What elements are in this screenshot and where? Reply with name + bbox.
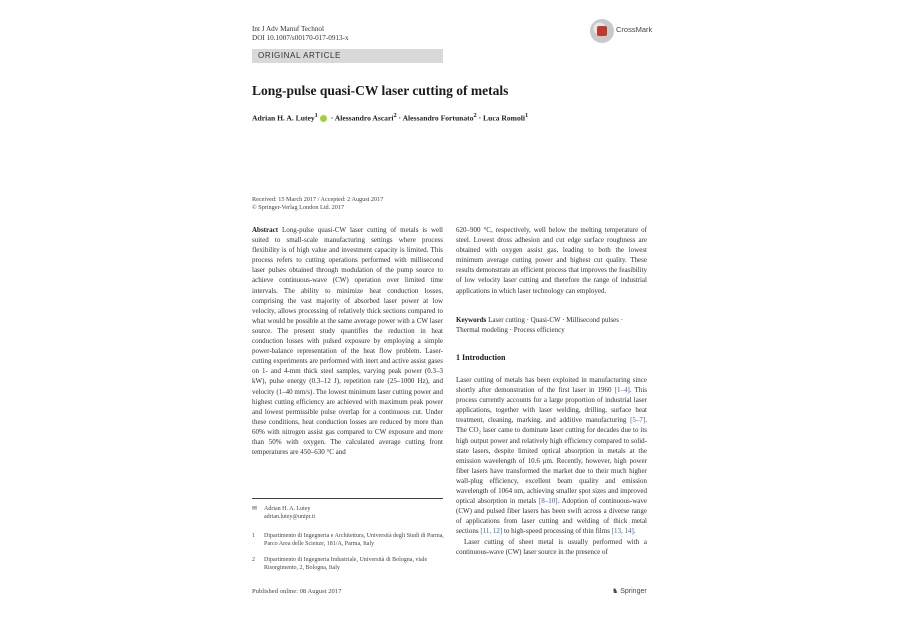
- author-separator: ·: [476, 113, 484, 123]
- intro-text: to high-speed processing of thin films: [502, 527, 612, 536]
- keywords: [456, 315, 647, 335]
- author-list: [252, 112, 528, 123]
- intro-paragraph-2: Laser cutting of sheet metal is usually performed with a continuous-wave (CW) laser source in the presence of: [456, 537, 647, 556]
- author-name[interactable]: Alessandro Ascari: [334, 113, 394, 123]
- contact-name: Adrian H. A. Lutey: [264, 506, 311, 512]
- citation-link[interactable]: [8–10]: [538, 497, 558, 506]
- abstract: [252, 225, 443, 457]
- intro-text: .: [633, 527, 636, 536]
- paper-title: Long-pulse quasi-CW laser cutting of metals: [252, 83, 509, 98]
- author-separator: ·: [396, 113, 403, 123]
- article-type-band: [252, 49, 443, 63]
- keywords-label: Keywords: [456, 316, 487, 324]
- intro-text: . The CO₂ laser came to dominate laser cutting for decades due to its high output power and relatively high efficiency compared to solid-state lasers, despite limited optical absorption in metals at the emission wavelength of 10.6 μm. Recently, however, high power fiber lasers have transformed the market due to their much higher wall-plug efficiency, excellent beam quality and emission wavelength of 1064 nm, achieving smaller spot sizes and improved optical absorption in metals: [456, 416, 647, 506]
- footnote-number: 2: [252, 557, 255, 563]
- contact-email[interactable]: adrian.lutey@unipr.it: [264, 513, 316, 520]
- doi[interactable]: DOI 10.1007/s00170-017-0913-x: [252, 34, 349, 42]
- section-heading-introduction: 1 Introduction: [456, 353, 506, 362]
- affiliation-2: Dipartimento di Ingegneria Industriale, Università di Bologna, viale Risorgimento, 2, Bologna, Italy: [264, 557, 428, 571]
- abstract-label: Abstract: [252, 226, 279, 234]
- corresponding-author: [264, 506, 444, 521]
- publisher-name: Springer: [620, 588, 647, 595]
- journal-header: [252, 25, 349, 43]
- affiliation-sup: 2: [393, 112, 397, 119]
- article-type: ORIGINAL ARTICLE: [258, 51, 341, 60]
- intro-text: . Adoption of continuous-wave (CW) and pulsed fiber lasers has been swift across a diverse range of applications from laser cutting and welding of thick metal sections: [456, 497, 647, 536]
- affiliation-sup: 1: [525, 112, 529, 119]
- published-online: Published online: 08 August 2017: [252, 588, 342, 595]
- abstract-continued: 620–900 °C, respectively, well below the melting temperature of steel. Lowest dross adhesion and cut edge surface roughness are obtained with oxygen assist gas, leading to both the lowest minimum average cutting power and highest cut quality. These results demonstrate an efficient process that improves the feasibility of low velocity laser cutting and therefore the range of industrial applications in which laser technology can employed.: [456, 226, 647, 295]
- citation-link[interactable]: [1–4]: [614, 386, 630, 395]
- intro-text: Laser cutting of metals has been exploited in manufacturing since shortly after demonstration of the first laser in 1960: [456, 376, 647, 395]
- copyright: © Springer-Verlag London Ltd. 2017: [252, 204, 345, 211]
- author-name[interactable]: Adrian H. A. Lutey: [252, 113, 315, 123]
- contact-icon: ✉: [252, 506, 258, 512]
- affiliation-1: Dipartimento di Ingegneria e Architettura, Università degli Studi di Parma, Parco Area delle Scienze, 181/A, Parma, Italy: [264, 533, 444, 547]
- received-accepted: Received: 15 March 2017 / Accepted: 2 August 2017: [252, 196, 384, 203]
- orcid-icon[interactable]: [320, 115, 327, 122]
- author-separator: ·: [328, 113, 335, 123]
- footnote-divider: [252, 498, 443, 499]
- author-name[interactable]: Alessandro Fortunato: [402, 113, 474, 123]
- crossmark-icon: [590, 19, 614, 43]
- abstract-text: Long-pulse quasi-CW laser cutting of metals is well suited to small-scale manufacturing settings where process flexibility is of high value and investment capacity is limited. This process refers to cutting operations performed with millisecond laser pulses obtained through modulation of the pump source to achieve continuous-wave (CW) operation over limited time intervals. The ability to minimize heat conduction losses, comprising the vast majority of absorbed laser power at low velocity, allows processing of relatively thick sections compared to what would be possible at the same average power with a CW laser source. The present study quantifies the reduction in heat conduction losses with pulsed exposure by employing a simple power-balance representation of the heat flow problem. Laser-cutting experiments are performed with inert and active assist gases on 1- and 4-mm thick steel samples, varying peak power (0.3–3 kW), pulse energy (0.3–12 J), repetition rate (25–1000 Hz), and velocity (1–40 mm/s). The lowest minimum laser cutting power and highest cutting efficiency are achieved with maximum peak power and lowest permissible pulse overlap for a continuous cut. Under these conditions, heat conduction losses are reduced by more than 60% with nitrogen assist gas compared to CW exposure and more than 50% with oxygen. The calculated average cutting front temperatures are 450–630 °C and: [252, 226, 444, 457]
- citation-link[interactable]: [5–7]: [630, 416, 646, 425]
- affiliation-sup: 1: [314, 112, 318, 119]
- intro-text: . This process currently accounts for a large proportion of industrial laser applications, together with laser welding, drilling, surface heat treatment, cleaning, marking, and additive manufacturing: [456, 386, 647, 425]
- author-name[interactable]: Luca Romoli: [483, 113, 526, 123]
- affiliation-sup: 2: [473, 112, 477, 119]
- crossmark-badge[interactable]: [590, 17, 653, 45]
- article-dates: [252, 196, 383, 212]
- crossmark-label: CrossMark: [616, 25, 653, 34]
- citation-link[interactable]: [11, 12]: [480, 527, 503, 536]
- keywords-text: Laser cutting · Quasi-CW · Millisecond pulses · Thermal modeling · Process efficiency: [456, 316, 624, 334]
- publisher-logo: [612, 587, 647, 595]
- footnote-number: 1: [252, 533, 255, 539]
- journal-name: Int J Adv Manuf Technol: [252, 25, 325, 33]
- introduction-body: [456, 375, 647, 557]
- springer-horse-icon: ♞: [612, 588, 619, 595]
- citation-link[interactable]: [13, 14]: [611, 527, 634, 536]
